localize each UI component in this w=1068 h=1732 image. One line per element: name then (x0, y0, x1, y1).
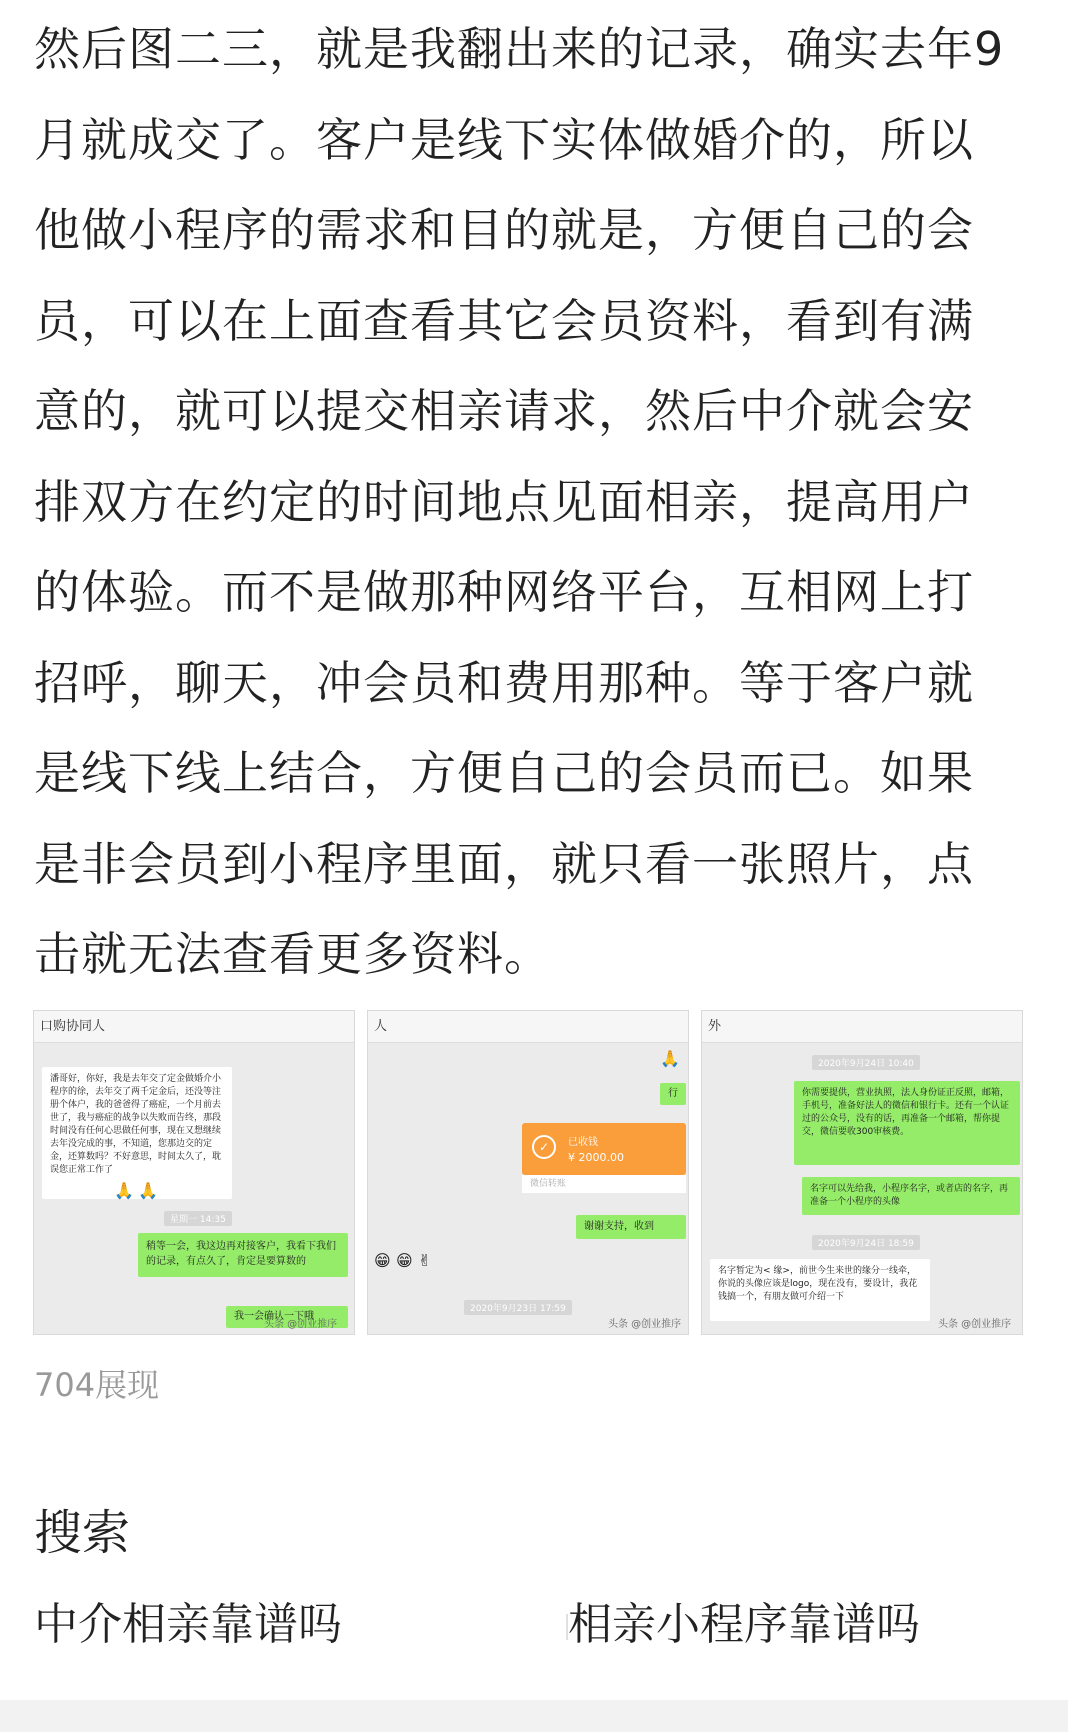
smile-emoji-icon: 😁 (374, 1251, 391, 1270)
article-line: 他做小程序的需求和目的就是，方便自己的会 (34, 203, 974, 257)
chat-screenshot-1[interactable] (33, 1010, 355, 1335)
watermark: 头条 @创业推序 (264, 1319, 338, 1330)
smile-emoji-icon: 😁 (396, 1251, 413, 1270)
article-line: 击就无法查看更多资料。 (34, 927, 551, 981)
transfer-card (522, 1123, 686, 1175)
chat-title: 口购协同人 (34, 1011, 354, 1043)
transfer-amount: ¥ 2000.00 (568, 1151, 624, 1164)
impression-count: 704展现 (34, 1366, 160, 1404)
chat-timestamp: 2020年9月24日 18:59 (812, 1235, 920, 1250)
pray-emoji-icon: 🙏 (114, 1181, 134, 1200)
chat-bubble-outgoing: 你需要提供，营业执照，法人身份证正反照，邮箱，手机号，准备好法人的微信和银行卡。还有一个认证过的公众号，没有的话，再准备一个邮箱，帮你提交，微信要收300审核费。 (794, 1081, 1020, 1165)
transfer-footer: 微信转账 (522, 1175, 686, 1193)
hand-emoji-icon: ✌ (418, 1251, 432, 1270)
search-suggestion-link[interactable]: 中介相亲靠谱吗 (34, 1599, 342, 1650)
chat-bubble-incoming: 潘哥好，你好，我是去年交了定金做婚介小程序的徐，去年交了两千定金后，还没等注册个体户，我的爸爸得了癌症，一个月前去世了，我与癌症的战争以失败而告终，那段时间没有任何心思做任何事，现在又想继续去年没完成的事，不知道，您那边交的定金，还算数吗？不好意思，时间太久了，耽误您正常工作了 (42, 1067, 232, 1199)
article-line: 招呼，聊天，冲会员和费用那种。等于客户就 (34, 655, 974, 710)
chat-timestamp: 2020年9月24日 10:40 (812, 1055, 920, 1070)
chat-screenshot-2[interactable] (367, 1010, 689, 1335)
check-circle-icon: ✓ (532, 1135, 556, 1159)
watermark: 头条 @创业推序 (938, 1319, 1012, 1330)
article-line: 是非会员到小程序里面，就只看一张照片，点 (34, 836, 974, 891)
search-suggestion-link[interactable]: 相亲小程序靠谱吗 (568, 1599, 920, 1650)
chat-bubble-incoming: 名字暂定为< 缘>，前世今生来世的缘分一线牵，你说的头像应该是logo，现在没有，要设计，我花钱搞一个，有朋友做可介绍一下 (710, 1259, 930, 1321)
article-line: 然后图二三，就是我翻出来的记录，确实去年9 (34, 22, 1005, 76)
watermark: 头条 @创业推序 (608, 1319, 682, 1330)
chat-timestamp: 2020年9月23日 17:59 (464, 1300, 572, 1315)
article-body (34, 4, 1034, 1000)
article-line: 排双方在约定的时间地点见面相亲，提高用户 (34, 474, 974, 529)
image-gallery (33, 1010, 1033, 1335)
article-line: 意的，就可以提交相亲请求，然后中介就会安 (34, 384, 974, 438)
article-line: 的体验。而不是做那种网络平台，互相网上打 (34, 565, 974, 619)
emoji-icon: 🙏 (660, 1049, 680, 1068)
chat-bubble-outgoing: 行 (660, 1083, 686, 1105)
search-suggestions (34, 1590, 1034, 1660)
transfer-status: 已收钱 (568, 1137, 598, 1148)
pray-emoji-icon: 🙏 (138, 1181, 158, 1200)
search-section-title: 搜索 (34, 1505, 131, 1561)
article-line: 员，可以在上面查看其它会员资料，看到有满 (34, 293, 974, 348)
article-line: 月就成交了。客户是线下实体做婚介的，所以 (34, 112, 974, 167)
chat-title: 外 (702, 1011, 1022, 1043)
chat-bubble-outgoing: 稍等一会，我这边再对接客户，我看下我们的记录，有点久了，肯定是要算数的 (138, 1233, 348, 1277)
article-line: 是线下线上结合，方便自己的会员而已。如果 (34, 746, 974, 800)
chat-bubble-outgoing: 名字可以先给我，小程序名字，或者店的名字，再准备一个小程序的头像 (802, 1177, 1020, 1215)
chat-screenshot-3[interactable] (701, 1010, 1023, 1335)
chat-title: 人 (368, 1011, 688, 1043)
bottom-bar (0, 1700, 1068, 1732)
chat-bubble-outgoing: 我一会确认一下哦 (226, 1306, 348, 1328)
chat-bubble-outgoing: 谢谢支持，收到 (576, 1215, 686, 1239)
chat-timestamp: 星期一 14:35 (164, 1211, 232, 1226)
